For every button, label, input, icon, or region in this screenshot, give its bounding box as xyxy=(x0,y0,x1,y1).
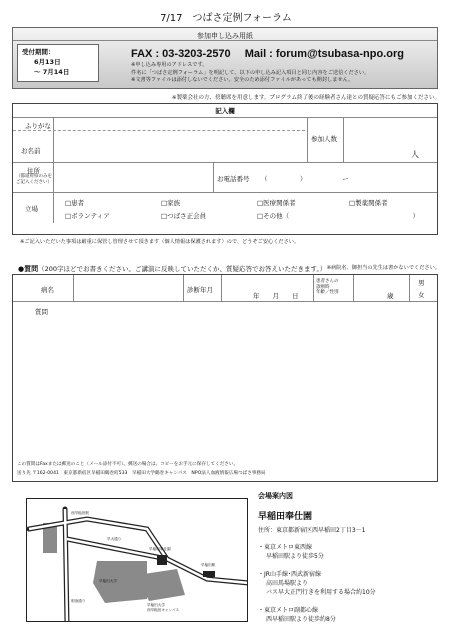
contact-info: FAX : 03-3203-2570 Mail : forum@tsubasa-npo.org xyxy=(131,48,404,60)
deadline-box xyxy=(17,44,99,82)
participants-label: 参加人数 xyxy=(311,135,337,143)
venue-map xyxy=(26,498,248,622)
form-subtitle: 参加申し込み用紙 xyxy=(197,32,253,40)
disease-field[interactable] xyxy=(77,277,177,299)
note-line: ※文書等ファイルは添付しないでください。安全のため添付ファイルがあっても開封しません。 xyxy=(131,77,354,83)
access-item xyxy=(258,570,438,597)
furigana-label: ふりがな xyxy=(25,122,51,130)
divider xyxy=(353,275,354,301)
divider xyxy=(53,117,54,223)
map-label-school: 早稲田奉仕園 xyxy=(149,547,171,551)
map-label-road: 明治通り xyxy=(71,599,86,603)
venue-marker xyxy=(157,555,167,565)
deadline-from: 6月13日 xyxy=(34,58,61,66)
form-heading: 記入欄 xyxy=(215,107,235,115)
divider xyxy=(343,117,344,162)
age-label: 患者さんの 診断時 年齢／性別 xyxy=(316,279,339,295)
question-desc: （200字ほどでお書きください。ご講演に反映していただくか、質疑応答でお答えいただきます。） xyxy=(38,265,327,273)
divider xyxy=(313,275,314,301)
address-field[interactable] xyxy=(59,164,209,190)
note-line: 件名に「つばさ定例フォーラム」を明記して、以下の申し込み記入項目と同じ内容をご送信ください。 xyxy=(131,69,370,76)
checkbox-member[interactable]: □つばさ正会員 xyxy=(161,212,207,220)
deadline-to: ～ 7月14日 xyxy=(34,68,70,76)
divider xyxy=(183,275,184,301)
access-sub: 高田馬場駅より xyxy=(266,580,309,587)
divider xyxy=(13,162,437,163)
female-option[interactable]: 女 xyxy=(418,291,425,299)
diag-year-label: 診断年月 xyxy=(187,286,213,294)
access-item xyxy=(258,543,438,561)
question-label: 質問 xyxy=(35,308,48,316)
venue-address: 住所：東京都新宿区西早稲田2丁目3－1 xyxy=(258,527,366,534)
divider xyxy=(307,117,308,162)
divider xyxy=(73,275,74,301)
access-sub: バス早大正門行きを利用する場合約10分 xyxy=(266,589,376,596)
map-label-station2: 西早稲田駅 xyxy=(71,511,89,515)
station-marker xyxy=(203,571,215,577)
header-divider xyxy=(13,40,437,41)
question-heading xyxy=(18,264,326,274)
note-line: ※申し込み専用のアドレスです。 xyxy=(131,62,208,68)
address-label: 住所 xyxy=(27,167,40,175)
address-note: （都道府県のみを ご記入ください） xyxy=(16,174,52,185)
furigana-field[interactable] xyxy=(59,118,304,130)
divider xyxy=(13,192,437,193)
privacy-note: ※ご記入いただいた事項は厳重に保管し管理させて頂きます（個人情報は保護されます）ので、どうぞご安心ください。 xyxy=(20,239,300,245)
entry-form xyxy=(12,103,438,235)
name-field[interactable] xyxy=(59,132,304,162)
participants-field[interactable] xyxy=(347,119,407,159)
access-main: ・JR山手線･西武新宿線 xyxy=(258,571,321,578)
access-sub: 早稲田駅より徒歩5分 xyxy=(266,553,324,560)
phone-field[interactable]: （ ） ー xyxy=(261,175,349,183)
divider xyxy=(221,275,222,301)
page-title: 7/17 つばさ定例フォーラム xyxy=(160,13,292,24)
question-right-note: ※病院名、御担当の先生は書かないでください。 xyxy=(326,265,440,271)
date-field[interactable]: 年 月 日 xyxy=(253,292,299,300)
observer-note: ※製薬会社の方、傍聴席を用意します。プログラム終了後の経験者さん達との質疑応答にもご参加ください。 xyxy=(171,95,440,101)
name-label: お名前 xyxy=(21,147,41,155)
map-label-station: 早稲田駅 xyxy=(201,563,216,567)
map-label-campus: 早稲田大学 西早稲田キャンパス xyxy=(147,603,180,612)
access-main: ・東京メトロ東西線 xyxy=(258,544,313,551)
checkbox-pharma[interactable]: □製薬関係者 xyxy=(349,199,388,207)
footer-note: この質問はFaxまたは郵送のこと（メール添付不可）。郵送の場合は、コピーをお手元に保存してください。 xyxy=(17,462,239,467)
divider xyxy=(13,130,305,131)
question-title: ●質問 xyxy=(18,265,39,273)
question-field[interactable] xyxy=(33,319,433,453)
divider xyxy=(409,275,410,301)
checkbox-family[interactable]: □家族 xyxy=(161,199,181,207)
venue-info xyxy=(258,491,438,624)
checkbox-other[interactable]: □その他（ ） xyxy=(257,212,420,220)
age-field[interactable] xyxy=(357,277,385,299)
age-unit: 歳 xyxy=(387,292,394,300)
venue-name: 早稲田奉仕園 xyxy=(258,512,313,522)
phone-label: お電話番号 xyxy=(217,175,250,183)
checkbox-patient[interactable]: □患者 xyxy=(65,199,85,207)
checkbox-volunteer[interactable]: □ボランティア xyxy=(65,212,110,220)
disease-label: 病名 xyxy=(41,286,54,294)
access-item xyxy=(258,606,438,624)
question-form xyxy=(12,274,438,482)
map-drawing xyxy=(27,499,248,622)
checkbox-medical[interactable]: □医療関係者 xyxy=(257,199,296,207)
male-option[interactable]: 男 xyxy=(418,279,425,287)
footer-address: 送り先 〒162-0041 東京都新宿区早稲田鶴巻町533 早稲田大学鶴巻キャンパス NPO法人血液情報広場つばさ事務局 xyxy=(17,471,266,476)
divider xyxy=(13,301,437,302)
divider xyxy=(213,162,214,192)
application-header xyxy=(12,27,438,89)
access-main: ・東京メトロ副都心線 xyxy=(258,607,319,614)
submission-notes xyxy=(131,62,369,85)
position-label: 立場 xyxy=(25,205,38,213)
map-label-street: 早大通り xyxy=(107,537,122,541)
person-unit: 人 xyxy=(411,150,419,159)
access-sub: 西早稲田駅より徒歩約8分 xyxy=(266,616,336,623)
venue-heading: 会場案内図 xyxy=(258,492,293,500)
deadline-label: 受付期間： xyxy=(22,48,55,56)
map-label-univ: 早稲田大学 xyxy=(99,579,117,583)
